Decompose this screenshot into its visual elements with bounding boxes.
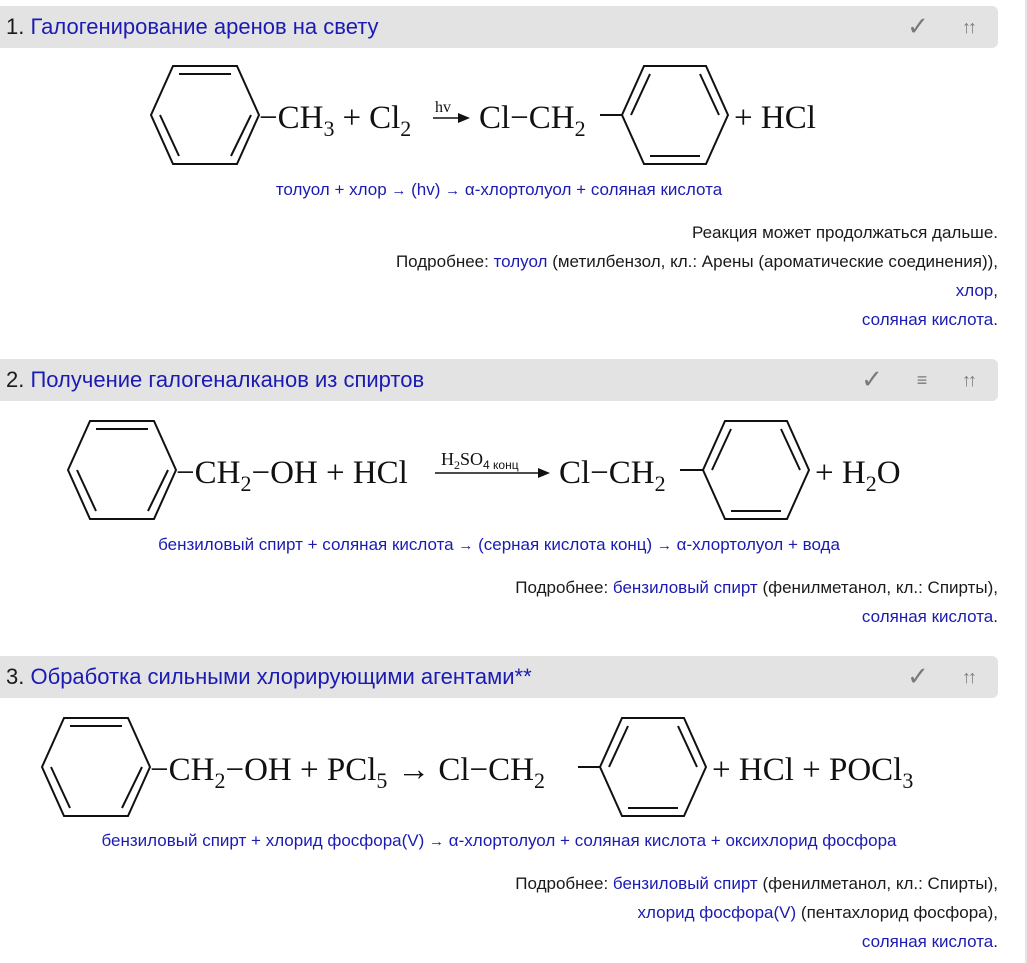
reaction-2-header — [0, 359, 998, 401]
reaction-1-number: 1. — [6, 14, 25, 39]
benzene-ring-icon — [151, 66, 259, 164]
check-icon[interactable]: ✓ — [907, 662, 929, 692]
more-label: Подробнее: — [395, 252, 489, 271]
word-product-2[interactable]: соляная кислота — [574, 831, 707, 850]
link-benzyl-alcohol[interactable]: бензиловый спирт — [612, 874, 758, 893]
word-product-2[interactable]: соляная кислота — [590, 180, 723, 199]
svg-text:+ HCl + POCl3: + HCl + POCl$_3$ — [712, 752, 914, 793]
more-label: Подробнее: — [515, 578, 609, 597]
word-product-3[interactable]: оксихлорид фосфора — [725, 831, 897, 850]
svg-text:H2SO4 конц: $H_2SO_{4 конц}$ — [441, 449, 519, 472]
svg-text:Cl−CH2: $Cl-CH_2$ — [479, 100, 586, 141]
reaction-3-header — [0, 656, 998, 698]
word-reactant-2[interactable]: соляная кислота — [322, 535, 454, 554]
svg-text:−CH2−OH + HCl: $-CH_2-OH$ + HCl — [176, 455, 408, 496]
benzene-ring-icon — [703, 421, 809, 519]
scroll-top-icon[interactable]: ↑↑ — [962, 17, 974, 37]
word-condition: (серная кислота конц) — [478, 535, 653, 554]
link-chlorine[interactable]: хлор — [955, 281, 994, 300]
reaction-2-number: 2. — [6, 367, 25, 392]
more-label: Подробнее: — [515, 874, 609, 893]
reaction-1-details: Реакция может продолжаться дальше. Подробнее: толуол (метилбензол, кл.: Арены (ароматические соединения)), хлор, соляная кислота. — [396, 218, 998, 334]
word-product-1[interactable]: α-хлортолуол — [676, 535, 784, 554]
check-icon[interactable]: ✓ — [861, 365, 883, 395]
benzene-ring-icon — [68, 421, 176, 519]
word-product-1[interactable]: α-хлортолуол — [448, 831, 556, 850]
link-toluene[interactable]: толуол — [493, 252, 548, 271]
svg-text:+ H2O: + $H_2O$ — [815, 455, 901, 496]
reaction-3-equation — [0, 710, 998, 830]
svg-text:−CH3+Cl2: $-CH_3 + Cl_2$ — [259, 100, 412, 141]
word-reactant-2[interactable]: хлорид фосфора(V) — [265, 831, 425, 850]
reaction-2-title[interactable]: Получение галогеналканов из спиртов — [30, 367, 425, 392]
word-condition: (hv) — [411, 180, 441, 199]
word-reactant-1[interactable]: бензиловый спирт — [101, 831, 247, 850]
reaction-1-title[interactable]: Галогенирование аренов на свету — [30, 14, 379, 39]
link-phosphorus-chloride[interactable]: хлорид фосфора(V) — [637, 903, 797, 922]
svg-text:+ HCl: + HCl — [734, 100, 816, 136]
list-icon[interactable]: ≡ — [916, 370, 928, 390]
link-benzyl-alcohol[interactable]: бензиловый спирт — [612, 578, 758, 597]
reaction-3-word-equation: бензиловый спирт + хлорид фосфора(V) → α-хлортолуол + соляная кислота + оксихлорид фосфора — [101, 831, 897, 850]
reaction-2-word-equation: бензиловый спирт + соляная кислота → (серная кислота конц) → α-хлортолуол + вода — [158, 535, 840, 554]
svg-text:−CH2−OH + PCl5→Cl−CH2: $-CH_2-OH + PCl_5 \to Cl-CH_2$ — [150, 752, 546, 793]
benzene-ring-icon — [600, 718, 706, 816]
reaction-1-word-equation: толуол + хлор → (hv) → α-хлортолуол + соляная кислота — [275, 180, 723, 199]
scroll-top-icon[interactable]: ↑↑ — [962, 667, 974, 687]
reaction-3-details: Подробнее: бензиловый спирт (фенилметанол, кл.: Спирты), хлорид фосфора(V) (пентахлорид фосфора), соляная кислота. — [515, 874, 998, 951]
reaction-3-title-row — [6, 656, 532, 698]
reaction-2-details: Подробнее: бензиловый спирт (фенилметанол, кл.: Спирты), соляная кислота. — [515, 578, 998, 626]
reaction-1-equation — [0, 58, 998, 178]
word-reactant-1[interactable]: бензиловый спирт — [158, 535, 303, 554]
reaction-3-title[interactable]: Обработка сильными хлорирующими агентами** — [30, 664, 532, 689]
benzene-ring-icon — [42, 718, 150, 816]
reaction-3-number: 3. — [6, 664, 25, 689]
link-hydrochloric-acid[interactable]: соляная кислота — [861, 932, 994, 951]
reaction-1-header — [0, 6, 998, 48]
check-icon[interactable]: ✓ — [907, 12, 929, 42]
word-reactant-1[interactable]: толуол — [275, 180, 330, 199]
reaction-1-title-row — [6, 6, 379, 48]
word-product-2[interactable]: вода — [802, 535, 840, 554]
link-hydrochloric-acid[interactable]: соляная кислота — [861, 607, 994, 626]
link-hydrochloric-acid[interactable]: соляная кислота — [861, 310, 994, 329]
benzene-ring-icon — [622, 66, 728, 164]
word-reactant-2[interactable]: хлор — [349, 180, 387, 199]
reaction-1-note: Реакция может продолжаться дальше. — [692, 223, 998, 242]
svg-text:Cl−CH2: $Cl-CH_2$ — [559, 455, 666, 496]
reaction-2-title-row — [6, 359, 424, 401]
scroll-top-icon[interactable]: ↑↑ — [962, 370, 974, 390]
reaction-1-condition: hv — [435, 99, 451, 116]
reaction-2-equation — [0, 413, 998, 533]
word-product-1[interactable]: α-хлортолуол — [464, 180, 572, 199]
